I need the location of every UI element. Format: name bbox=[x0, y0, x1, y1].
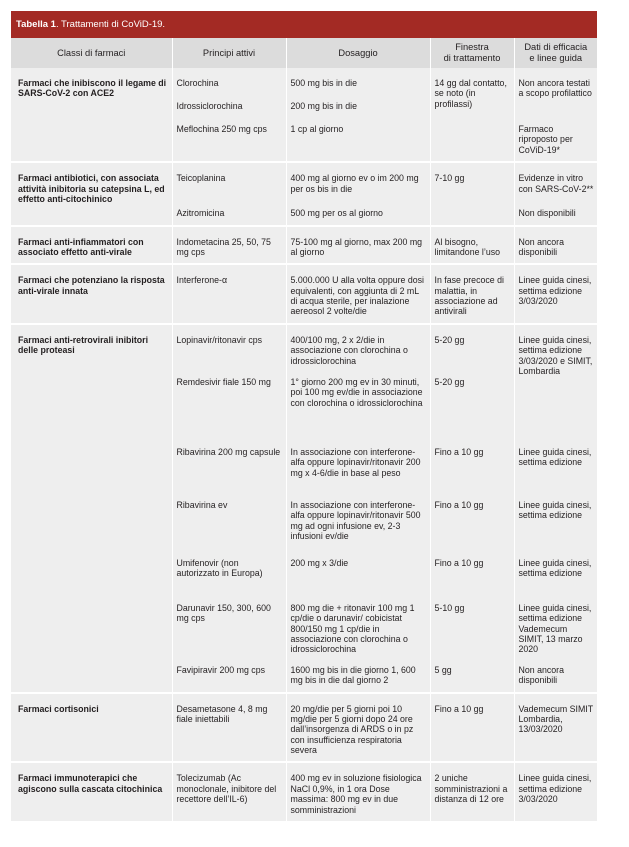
principi-entry: Meflochina 250 mg cps bbox=[176, 124, 267, 134]
dosaggio-entry: In associazione con interferone-alfa oppure lopinavir/ritonavir 200 mg x 4-6/die in base al peso bbox=[290, 446, 421, 478]
efficacia-empty bbox=[519, 101, 595, 124]
efficacia-entry: Linee guida cinesi, settima edizione bbox=[518, 446, 592, 468]
dosaggio-entry: 1600 mg bis in die giorno 1, 600 mg bis in die dal giorno 2 bbox=[290, 664, 416, 686]
table-body bbox=[11, 68, 597, 821]
dosaggio-entry: 400/100 mg, 2 x 2/die in associazione con clorochina o idrossiclorochina bbox=[290, 334, 408, 366]
dosaggio-entry: 800 mg die + ritonavir 100 mg 1 cp/die o darunavir/ cobicistat 800/150 mg 1 cp/die in associazione con clorochina o idrossiclorochina bbox=[290, 602, 415, 655]
cell-principi bbox=[172, 324, 286, 693]
cell-cls: Farmaci che potenziano la risposta anti-virale innata bbox=[11, 264, 172, 324]
efficacia-entry: Non ancora disponibili bbox=[518, 236, 564, 257]
efficacia-entry: Farmaco riproposto per CoViD-19* bbox=[518, 124, 573, 155]
header-efficacia: Dati di efficacia e linee guida bbox=[514, 38, 597, 68]
finestra-entry: Fino a 10 gg bbox=[434, 446, 484, 457]
efficacia-empty bbox=[519, 377, 595, 447]
efficacia-entry: Vademecum SIMIT Lombardia, 13/03/2020 bbox=[518, 703, 593, 735]
dosaggio-entry: 500 mg bis in die bbox=[290, 78, 358, 88]
efficacia-entry: Linee guida cinesi, settima edizione 3/03/2020 bbox=[518, 773, 592, 805]
cell-principi bbox=[172, 264, 286, 324]
cell-cls: Farmaci anti-retrovirali inibitori delle proteasi bbox=[11, 324, 172, 693]
table-title-number: Tabella 1 bbox=[16, 19, 56, 30]
table-row bbox=[11, 762, 597, 821]
efficacia-entry: Linee guida cinesi, settima edizione bbox=[518, 557, 592, 579]
principi-entry: Remdesivir fiale 150 mg bbox=[176, 376, 271, 387]
table-row bbox=[11, 162, 597, 225]
header-dosaggio: Dosaggio bbox=[286, 38, 430, 68]
efficacia-entry: Linee guida cinesi, settima edizione 3/03/2020 e SIMIT, Lombardia bbox=[518, 334, 593, 376]
cell-finestra bbox=[430, 693, 514, 763]
header-classi: Classi di farmaci bbox=[11, 38, 172, 68]
principi-entry: Idrossiclorochina bbox=[176, 101, 243, 111]
cell-finestra bbox=[430, 68, 514, 162]
finestra-entry: Fino a 10 gg bbox=[434, 557, 484, 568]
principi-entry: Ribavirina ev bbox=[176, 499, 228, 510]
cell-cls: Farmaci che inibiscono il legame di SARS-CoV-2 con ACE2 bbox=[11, 68, 172, 162]
cell-efficacia bbox=[514, 324, 597, 693]
cell-cls: Farmaci anti-infiammatori con associato effetto anti-virale bbox=[11, 226, 172, 265]
table-row bbox=[11, 693, 597, 763]
table-row bbox=[11, 68, 597, 162]
efficacia-entry: Non ancora testati a scopo profilattico bbox=[518, 78, 592, 99]
principi-entry: Desametasone 4, 8 mg fiale iniettabili bbox=[176, 703, 268, 724]
cell-principi bbox=[172, 68, 286, 162]
header-principi: Principi attivi bbox=[172, 38, 286, 68]
principi-entry: Favipiravir 200 mg cps bbox=[176, 664, 265, 675]
principi-entry: Tolecizumab (Ac monoclonale, inibitore del recettore dell’IL-6) bbox=[176, 773, 277, 805]
cell-finestra bbox=[430, 762, 514, 821]
cell-dosaggio bbox=[286, 68, 430, 162]
principi-entry: Umifenovir (non autorizzato in Europa) bbox=[176, 557, 263, 579]
principi-entry: Ribavirina 200 mg capsule bbox=[176, 446, 281, 457]
efficacia-entry: Evidenze in vitro con SARS-CoV-2** bbox=[518, 173, 594, 194]
dosaggio-entry: 400 mg al giorno ev o im 200 mg per os bis in die bbox=[290, 173, 419, 194]
cell-dosaggio bbox=[286, 324, 430, 693]
principi-entry: Darunavir 150, 300, 600 mg cps bbox=[176, 602, 271, 624]
dosaggio-entry: 1 cp al giorno bbox=[290, 124, 344, 134]
cell-dosaggio bbox=[286, 762, 430, 821]
cell-efficacia bbox=[514, 693, 597, 763]
principi-entry: Azitromicina bbox=[176, 208, 225, 219]
dosaggio-entry: 200 mg x 3/die bbox=[290, 557, 349, 568]
cell-efficacia bbox=[514, 226, 597, 265]
table-row bbox=[11, 324, 597, 693]
cell-efficacia bbox=[514, 762, 597, 821]
cell-finestra bbox=[430, 264, 514, 324]
principi-entry: Interferone-α bbox=[176, 275, 228, 286]
table-header-row bbox=[11, 38, 597, 68]
finestra-entry: Al bisogno, limitandone l’uso bbox=[434, 236, 501, 257]
cell-dosaggio bbox=[286, 226, 430, 265]
cell-dosaggio bbox=[286, 693, 430, 763]
finestra-entry: Fino a 10 gg bbox=[434, 703, 484, 714]
cell-principi bbox=[172, 226, 286, 265]
cell-cls: Farmaci cortisonici bbox=[11, 693, 172, 763]
table-row bbox=[11, 226, 597, 265]
dosaggio-entry: 20 mg/die per 5 giorni poi 10 mg/die per 5 giorni dopo 24 ore dall’insorgenza di ARDS o in pz con insufficienza respiratoria severa bbox=[290, 703, 414, 755]
finestra-entry: 5-20 gg bbox=[434, 334, 465, 345]
header-finestra: Finestra di trattamento bbox=[430, 38, 514, 68]
finestra-entry: In fase precoce di malattia, in associazione ad antivirali bbox=[434, 275, 504, 317]
finestra-empty bbox=[435, 109, 511, 132]
treatments-table bbox=[11, 38, 597, 821]
efficacia-entry: Linee guida cinesi, settima edizione Vademecum SIMIT, 13 marzo 2020 bbox=[518, 602, 592, 655]
cell-dosaggio bbox=[286, 162, 430, 225]
table-row bbox=[11, 264, 597, 324]
principi-entry: Teicoplanina bbox=[176, 173, 226, 184]
cell-efficacia bbox=[514, 162, 597, 225]
cell-cls: Farmaci immunoterapici che agiscono sulla cascata citochinica bbox=[11, 762, 172, 821]
dosaggio-entry: 200 mg bis in die bbox=[290, 101, 358, 111]
cell-principi bbox=[172, 762, 286, 821]
cell-cls: Farmaci antibiotici, con associata attività inibitoria su catepsina L, ed effetto anti-citochinico bbox=[11, 162, 172, 225]
dosaggio-entry: 1° giorno 200 mg ev in 30 minuti, poi 100 mg ev/die in associazione con clorochina o idrossiclorochina bbox=[290, 376, 423, 408]
efficacia-entry: Linee guida cinesi, settima edizione 3/03/2020 bbox=[518, 275, 592, 306]
finestra-entry: Fino a 10 gg bbox=[434, 499, 484, 510]
finestra-entry: 5-10 gg bbox=[434, 602, 465, 613]
efficacia-entry: Non disponibili bbox=[518, 208, 576, 219]
finestra-entry: 7-10 gg bbox=[434, 173, 465, 184]
cell-efficacia bbox=[514, 68, 597, 162]
table-container bbox=[11, 11, 597, 821]
dosaggio-entry: 75-100 mg al giorno, max 200 mg al giorno bbox=[290, 236, 423, 257]
finestra-entry: 14 gg dal contatto, se noto (in profilassi) bbox=[434, 78, 507, 109]
cell-finestra bbox=[430, 324, 514, 693]
cell-principi bbox=[172, 693, 286, 763]
finestra-entry: 2 uniche somministrazioni a distanza di 12 ore bbox=[434, 773, 508, 805]
cell-efficacia bbox=[514, 264, 597, 324]
dosaggio-entry: 400 mg ev in soluzione fisiologica NaCl 0,9%, in 1 ora Dose massima: 800 mg ev in due somministrazioni bbox=[290, 773, 422, 815]
cell-dosaggio bbox=[286, 264, 430, 324]
efficacia-entry: Linee guida cinesi, settima edizione bbox=[518, 499, 592, 521]
principi-entry: Clorochina bbox=[176, 78, 219, 88]
cell-finestra bbox=[430, 162, 514, 225]
finestra-entry: 5 gg bbox=[434, 664, 452, 675]
table-title bbox=[11, 11, 597, 38]
dosaggio-entry: 500 mg per os al giorno bbox=[290, 208, 383, 219]
table-title-text: . Trattamenti di CoViD-19. bbox=[55, 19, 166, 30]
cell-finestra bbox=[430, 226, 514, 265]
dosaggio-entry: 5.000.000 U alla volta oppure dosi equivalenti, con aggiunta di 2 mL di acqua sterile, per inalazione aereosol 2 volte/die bbox=[290, 275, 425, 317]
principi-entry: Indometacina 25, 50, 75 mg cps bbox=[176, 236, 271, 257]
cell-principi bbox=[172, 162, 286, 225]
dosaggio-entry: In associazione con interferone-alfa oppure lopinavir/ritonavir 500 mg ad ogni infusione ev, 2-3 infusioni ev/die bbox=[290, 499, 421, 541]
principi-entry: Lopinavir/ritonavir cps bbox=[176, 334, 263, 345]
finestra-entry: 5-20 gg bbox=[434, 376, 465, 387]
efficacia-entry: Non ancora disponibili bbox=[518, 664, 564, 686]
